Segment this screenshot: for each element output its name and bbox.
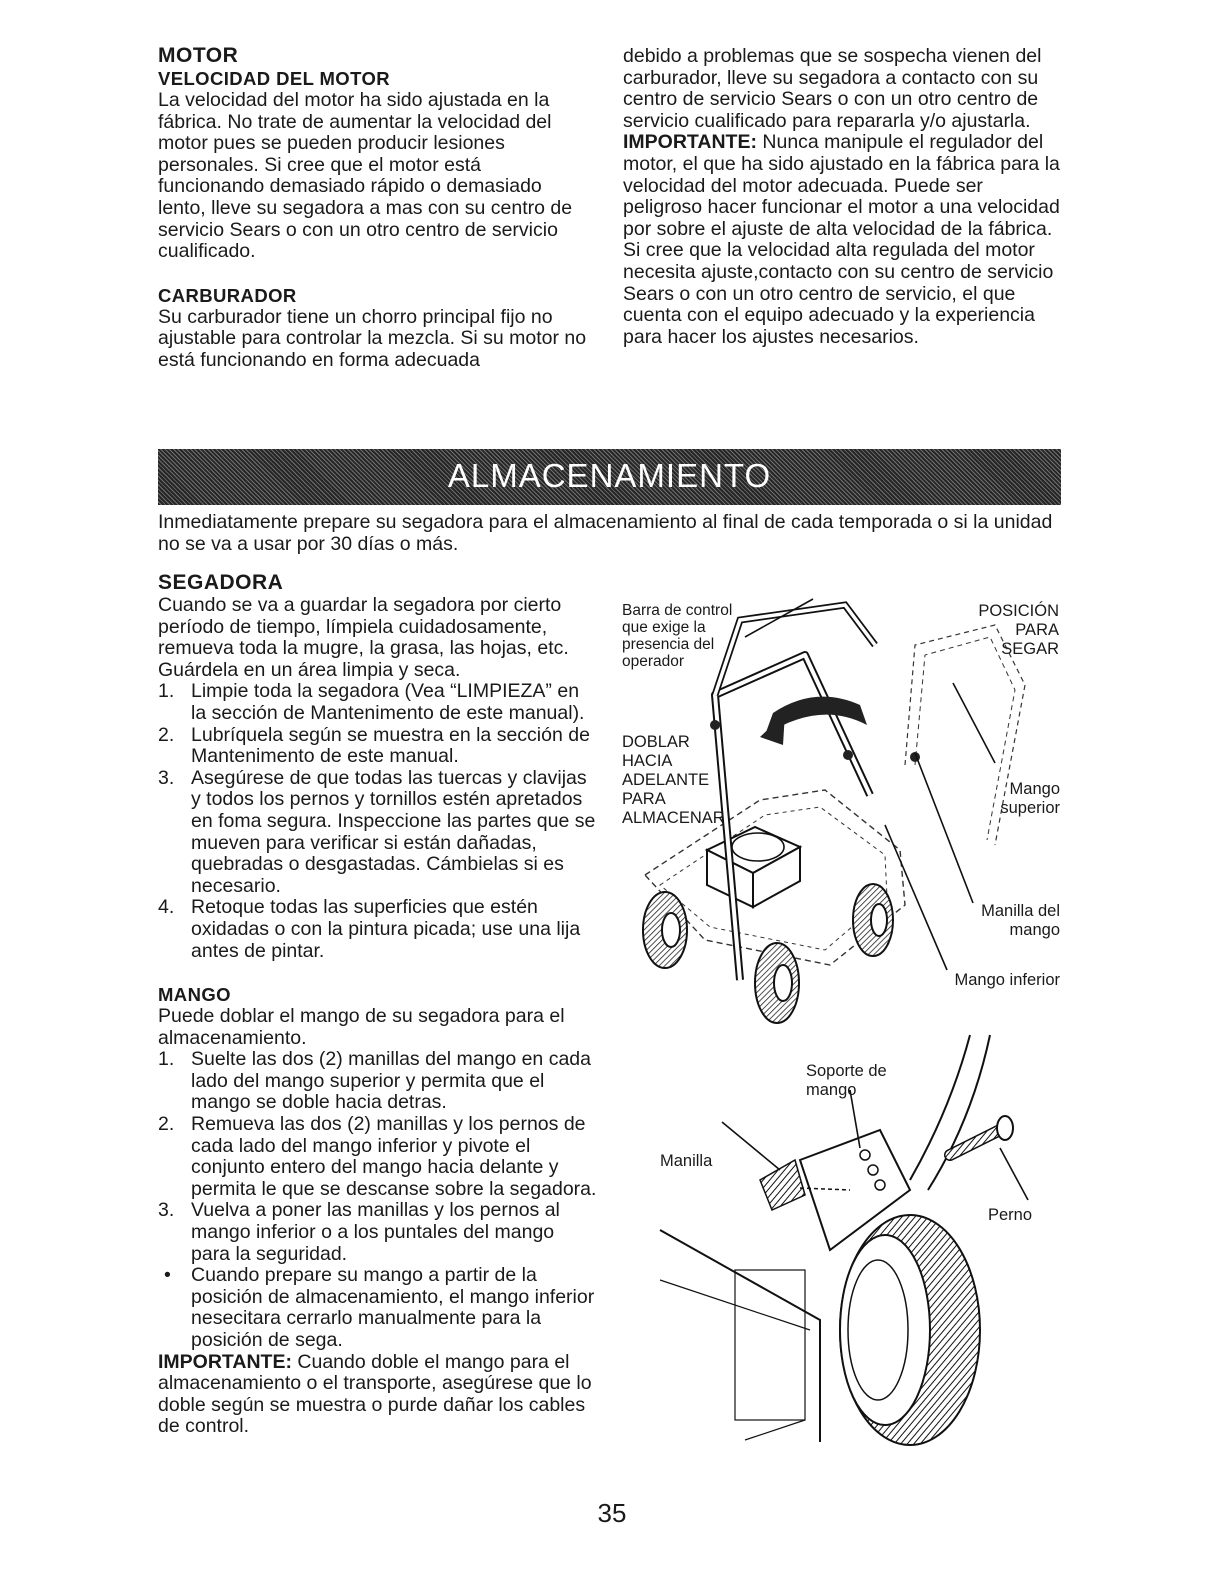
handle-important-note bbox=[158, 1352, 598, 1438]
storage-banner-title: ALMACENAMIENTO bbox=[447, 457, 772, 494]
storage-banner bbox=[158, 449, 1061, 505]
list-item: 1. Suelte las dos (2) manillas del mango en cada lado del mango superior y permita que el mango se doble hacia detras. bbox=[158, 1048, 591, 1114]
handle-heading: MANGO bbox=[158, 984, 231, 1006]
label-lower-handle: Mango inferior bbox=[954, 971, 1060, 989]
list-item: 2. Lubríquela según se muestra en la sección de Mantenimento de este manual. bbox=[158, 723, 590, 768]
label-upper-handle: Mango superior bbox=[1000, 780, 1060, 817]
motor-section-continued bbox=[623, 46, 1061, 348]
mower-heading: SEGADORA bbox=[158, 571, 284, 594]
engine-speed-heading: VELOCIDAD DEL MOTOR bbox=[158, 68, 391, 89]
engine-speed-text: La velocidad del motor ha sido ajustada en la fábrica. No trate de aumentar la velocidad del motor pues se pueden producir lesiones personales. Si cree que el motor está funcionando demasiado rápido o demasiado lento, lleve su segadora a mas con su centro de servicio Sears o con un otro centro de servicio cualificado. bbox=[158, 89, 573, 263]
page-number: 35 bbox=[597, 1498, 627, 1528]
mower-text: Cuando se va a guardar la segadora por cierto período de tiempo, límpiela cuidadosamente, remueva toda la mugre, la grasa, las hojas, etc. Guárdela en un área limpia y seca. bbox=[158, 594, 569, 681]
list-item: 3. Vuelva a poner las manillas y los pernos al mango inferior o a los puntales del mango para la seguridad. bbox=[158, 1199, 560, 1265]
mower-steps bbox=[158, 681, 598, 962]
list-item: 1. Limpie toda la segadora (Vea “LIMPIEZA” en la sección de Mantenimento de este manual). bbox=[158, 680, 585, 724]
list-item: • Cuando prepare su mango a partir de la posición de almacenamiento, el mango inferior nesecitara cerrarlo manualmente para la posición de sega. bbox=[164, 1264, 595, 1351]
motor-title: MOTOR bbox=[158, 44, 239, 67]
important-label: IMPORTANTE: bbox=[623, 131, 757, 154]
mower-section bbox=[158, 571, 598, 1438]
list-item: 4. Retoque todas las superficies que estén oxidadas o con la pintura picada; use una lija antes de pintar. bbox=[158, 896, 581, 962]
label-knob: Manilla bbox=[660, 1152, 713, 1170]
list-item: 3. Asegúrese de que todas las tuercas y clavijas y todos los pernos y tornillos estén apretados en foma segura. Inspeccione las partes que se mueven para verificar si están dañadas, quebradas o desgastadas. Cámbielas si es necesario. bbox=[158, 766, 596, 897]
handle-text: Puede doblar el mango de su segadora para el almacenamiento. bbox=[158, 1005, 565, 1049]
handle-steps bbox=[158, 1049, 598, 1351]
storage-intro: Inmediatamente prepare su segadora para el almacenamiento al final de cada temporada o si la unidad no se va a usar por 30 días o más. bbox=[158, 511, 1053, 555]
list-item: 2. Remueva las dos (2) manillas y los pernos de cada lado del mango inferior y pivote el conjunto entero del mango hacia delante y permita le que se descanse sobre la segadora. bbox=[158, 1113, 597, 1200]
label-fold-forward: DOBLAR HACIA ADELANTE PARA ALMACENAR bbox=[622, 733, 725, 827]
carburetor-text-part2: debido a problemas que se sospecha vienen del carburador, lleve su segadora a contacto con su centro de servicio Sears o con un otro centro de servicio cualificado para repararla y/o ajustarla. bbox=[623, 45, 1042, 132]
label-mowing-position: POSICIÓN PARA SEGAR bbox=[978, 602, 1059, 658]
label-handle-knob: Manilla del mango bbox=[981, 902, 1060, 939]
governor-important-text: Nunca manipule el regulador del motor, el que ha sido ajustado en la fábrica para la velocidad del motor adecuada. Puede ser peligroso hacer funcionar el motor a una velocidad por sobre el ajuste de alta velocidad de la fábrica. Si cree que la velocidad alta regulada del motor necesita ajuste,contacto con su centro de servicio Sears o con un otro centro de servicio, el que cuenta con el equipo adecuado y la experiencia para hacer los ajustes necesarios. bbox=[623, 131, 1060, 348]
label-handle-bracket: Soporte de mango bbox=[806, 1062, 887, 1099]
carburetor-heading: CARBURADOR bbox=[158, 284, 297, 306]
label-bolt: Perno bbox=[988, 1206, 1033, 1224]
label-control-bar: Barra de control que exige la presencia del operador bbox=[622, 602, 733, 670]
motor-section bbox=[158, 44, 590, 372]
carburetor-text-part1: Su carburador tiene un chorro principal fijo no ajustable para controlar la mezcla. Si su motor no está funcionando en forma adecuada bbox=[158, 305, 587, 371]
important-label: IMPORTANTE: bbox=[158, 1350, 292, 1373]
handle-important-text: Cuando doble el mango para el almacenamiento o el transporte, asegúrese que lo doble según se muestra o purde dañar los cables de control. bbox=[158, 1350, 592, 1438]
governor-important-note bbox=[623, 132, 1061, 348]
